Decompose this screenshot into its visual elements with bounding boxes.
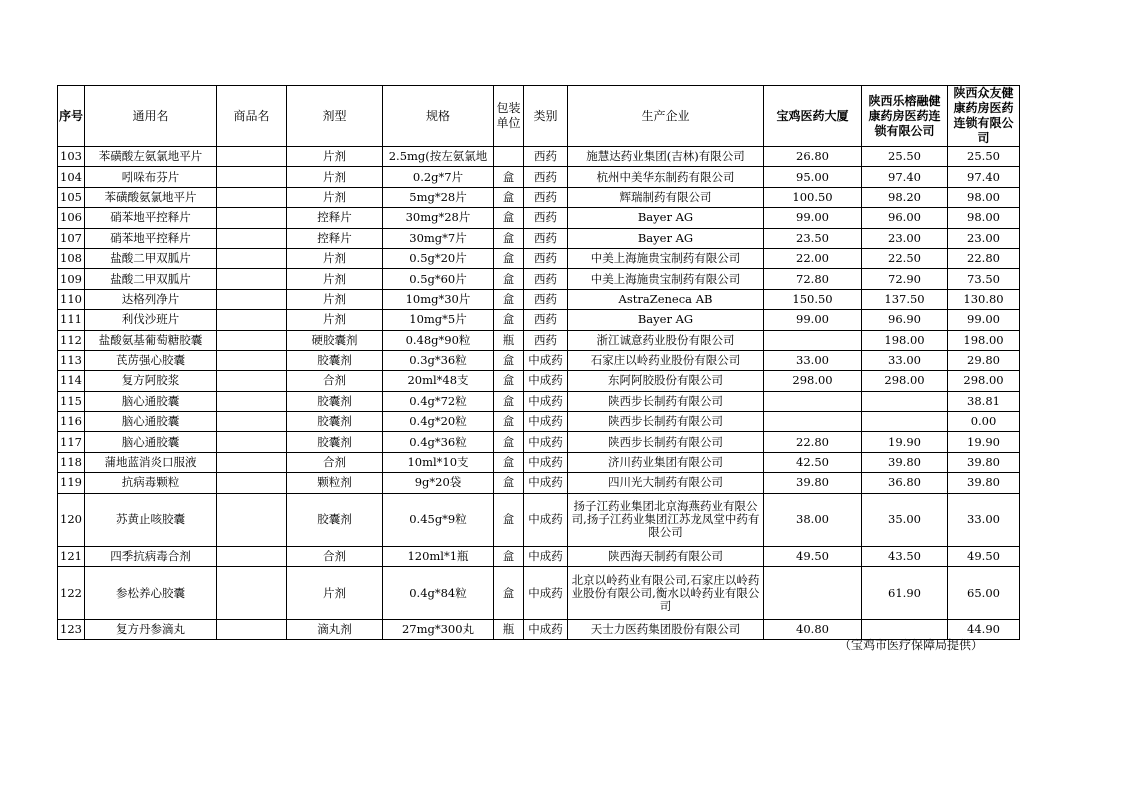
cell-dosage-form: 控释片: [287, 228, 383, 248]
cell-price-zhongyou: 19.90: [948, 432, 1020, 452]
cell-price-zhongyou: 99.00: [948, 310, 1020, 330]
cell-row-number: 121: [58, 546, 85, 566]
cell-category: 西药: [524, 187, 568, 207]
header-store-lerongrong: 陕西乐榕融健康药房医药连锁有限公司: [862, 86, 948, 147]
cell-generic-name: 蒲地蓝消炎口服液: [85, 452, 217, 472]
cell-manufacturer: 中美上海施贵宝制药有限公司: [568, 248, 764, 268]
cell-row-number: 104: [58, 167, 85, 187]
cell-price-lerongrong: 198.00: [862, 330, 948, 350]
cell-dosage-form: 片剂: [287, 187, 383, 207]
cell-price-baoji: 23.50: [764, 228, 862, 248]
cell-manufacturer: 辉瑞制药有限公司: [568, 187, 764, 207]
cell-trade-name: [217, 432, 287, 452]
cell-price-baoji: 22.00: [764, 248, 862, 268]
cell-category: 中成药: [524, 473, 568, 493]
cell-price-zhongyou: 130.80: [948, 289, 1020, 309]
cell-trade-name: [217, 187, 287, 207]
cell-price-baoji: [764, 567, 862, 620]
table-row: [58, 473, 1020, 493]
cell-package-unit: 盒: [494, 493, 524, 546]
cell-row-number: 115: [58, 391, 85, 411]
cell-category: 西药: [524, 248, 568, 268]
cell-category: 西药: [524, 208, 568, 228]
cell-price-baoji: 38.00: [764, 493, 862, 546]
cell-package-unit: 盒: [494, 412, 524, 432]
cell-dosage-form: 片剂: [287, 567, 383, 620]
cell-trade-name: [217, 330, 287, 350]
cell-dosage-form: 片剂: [287, 167, 383, 187]
cell-price-zhongyou: 73.50: [948, 269, 1020, 289]
cell-dosage-form: 胶囊剂: [287, 350, 383, 370]
cell-dosage-form: 片剂: [287, 269, 383, 289]
price-table-sheet: [57, 85, 1020, 652]
cell-package-unit: 瓶: [494, 620, 524, 640]
cell-dosage-form: 滴丸剂: [287, 620, 383, 640]
cell-spec: 0.3g*36粒: [383, 350, 494, 370]
header-spec: 规格: [383, 86, 494, 147]
cell-package-unit: 盒: [494, 269, 524, 289]
cell-trade-name: [217, 269, 287, 289]
cell-price-lerongrong: 19.90: [862, 432, 948, 452]
cell-trade-name: [217, 310, 287, 330]
cell-price-lerongrong: [862, 391, 948, 411]
cell-spec: 0.5g*60片: [383, 269, 494, 289]
cell-manufacturer: 四川光大制药有限公司: [568, 473, 764, 493]
cell-dosage-form: 片剂: [287, 310, 383, 330]
cell-manufacturer: 陕西步长制药有限公司: [568, 412, 764, 432]
cell-row-number: 110: [58, 289, 85, 309]
cell-package-unit: 盒: [494, 371, 524, 391]
cell-row-number: 106: [58, 208, 85, 228]
cell-category: 西药: [524, 269, 568, 289]
cell-category: 中成药: [524, 546, 568, 566]
cell-price-baoji: [764, 412, 862, 432]
cell-price-lerongrong: 98.20: [862, 187, 948, 207]
cell-trade-name: [217, 167, 287, 187]
cell-price-lerongrong: 43.50: [862, 546, 948, 566]
cell-price-baoji: 95.00: [764, 167, 862, 187]
cell-price-zhongyou: 65.00: [948, 567, 1020, 620]
cell-dosage-form: 片剂: [287, 147, 383, 167]
table-row: [58, 208, 1020, 228]
cell-manufacturer: 扬子江药业集团北京海燕药业有限公司,扬子江药业集团江苏龙凤堂中药有限公司: [568, 493, 764, 546]
cell-spec: 30mg*7片: [383, 228, 494, 248]
cell-price-lerongrong: 298.00: [862, 371, 948, 391]
cell-package-unit: 瓶: [494, 330, 524, 350]
cell-generic-name: 吲哚布芬片: [85, 167, 217, 187]
cell-price-zhongyou: 22.80: [948, 248, 1020, 268]
table-row: [58, 310, 1020, 330]
cell-row-number: 122: [58, 567, 85, 620]
cell-package-unit: 盒: [494, 208, 524, 228]
cell-price-lerongrong: 72.90: [862, 269, 948, 289]
cell-package-unit: 盒: [494, 350, 524, 370]
cell-spec: 30mg*28片: [383, 208, 494, 228]
cell-price-zhongyou: 44.90: [948, 620, 1020, 640]
cell-manufacturer: 北京以岭药业有限公司,石家庄以岭药业股份有限公司,衡水以岭药业有限公司: [568, 567, 764, 620]
cell-price-zhongyou: 97.40: [948, 167, 1020, 187]
cell-generic-name: 盐酸氨基葡萄糖胶囊: [85, 330, 217, 350]
cell-price-zhongyou: 98.00: [948, 208, 1020, 228]
cell-generic-name: 盐酸二甲双胍片: [85, 248, 217, 268]
cell-price-lerongrong: 23.00: [862, 228, 948, 248]
table-row: [58, 432, 1020, 452]
cell-dosage-form: 片剂: [287, 289, 383, 309]
cell-trade-name: [217, 452, 287, 472]
cell-price-zhongyou: 39.80: [948, 452, 1020, 472]
cell-manufacturer: 陕西步长制药有限公司: [568, 391, 764, 411]
cell-trade-name: [217, 412, 287, 432]
cell-row-number: 118: [58, 452, 85, 472]
header-category: 类别: [524, 86, 568, 147]
cell-category: 西药: [524, 167, 568, 187]
cell-trade-name: [217, 208, 287, 228]
cell-category: 中成药: [524, 350, 568, 370]
cell-row-number: 108: [58, 248, 85, 268]
cell-row-number: 120: [58, 493, 85, 546]
cell-price-baoji: 26.80: [764, 147, 862, 167]
cell-price-baoji: 99.00: [764, 310, 862, 330]
table-row: [58, 187, 1020, 207]
cell-manufacturer: 陕西步长制药有限公司: [568, 432, 764, 452]
cell-row-number: 117: [58, 432, 85, 452]
cell-spec: 0.4g*36粒: [383, 432, 494, 452]
cell-package-unit: 盒: [494, 310, 524, 330]
cell-manufacturer: Bayer AG: [568, 310, 764, 330]
cell-category: 中成药: [524, 620, 568, 640]
cell-price-lerongrong: 96.00: [862, 208, 948, 228]
cell-spec: 120ml*1瓶: [383, 546, 494, 566]
cell-spec: 10ml*10支: [383, 452, 494, 472]
cell-generic-name: 苯磺酸氨氯地平片: [85, 187, 217, 207]
cell-spec: 0.48g*90粒: [383, 330, 494, 350]
table-row: [58, 350, 1020, 370]
cell-trade-name: [217, 371, 287, 391]
cell-generic-name: 复方丹参滴丸: [85, 620, 217, 640]
cell-generic-name: 利伐沙班片: [85, 310, 217, 330]
cell-spec: 10mg*5片: [383, 310, 494, 330]
cell-price-baoji: 100.50: [764, 187, 862, 207]
cell-spec: 0.2g*7片: [383, 167, 494, 187]
cell-trade-name: [217, 289, 287, 309]
cell-row-number: 119: [58, 473, 85, 493]
cell-spec: 10mg*30片: [383, 289, 494, 309]
cell-generic-name: 脑心通胶囊: [85, 391, 217, 411]
cell-spec: 27mg*300丸: [383, 620, 494, 640]
cell-price-zhongyou: 39.80: [948, 473, 1020, 493]
cell-category: 中成药: [524, 567, 568, 620]
cell-price-baoji: 49.50: [764, 546, 862, 566]
cell-price-lerongrong: 61.90: [862, 567, 948, 620]
cell-manufacturer: 杭州中美华东制药有限公司: [568, 167, 764, 187]
table-row: [58, 452, 1020, 472]
cell-price-zhongyou: 33.00: [948, 493, 1020, 546]
cell-trade-name: [217, 228, 287, 248]
cell-category: 中成药: [524, 391, 568, 411]
cell-price-lerongrong: 33.00: [862, 350, 948, 370]
cell-spec: 0.5g*20片: [383, 248, 494, 268]
cell-manufacturer: AstraZeneca AB: [568, 289, 764, 309]
header-store-baoji: 宝鸡医药大厦: [764, 86, 862, 147]
cell-price-zhongyou: 38.81: [948, 391, 1020, 411]
header-generic-name: 通用名: [85, 86, 217, 147]
header-dosage-form: 剂型: [287, 86, 383, 147]
cell-trade-name: [217, 473, 287, 493]
header-store-zhongyou: 陕西众友健康药房医药连锁有限公司: [948, 86, 1020, 147]
cell-generic-name: 芪苈强心胶囊: [85, 350, 217, 370]
cell-price-lerongrong: 35.00: [862, 493, 948, 546]
cell-manufacturer: 济川药业集团有限公司: [568, 452, 764, 472]
cell-category: 中成药: [524, 412, 568, 432]
cell-manufacturer: 石家庄以岭药业股份有限公司: [568, 350, 764, 370]
cell-manufacturer: 中美上海施贵宝制药有限公司: [568, 269, 764, 289]
cell-category: 中成药: [524, 452, 568, 472]
cell-generic-name: 苏黄止咳胶囊: [85, 493, 217, 546]
cell-category: 西药: [524, 289, 568, 309]
cell-package-unit: 盒: [494, 546, 524, 566]
table-row: [58, 371, 1020, 391]
cell-package-unit: 盒: [494, 167, 524, 187]
cell-package-unit: 盒: [494, 391, 524, 411]
header-manufacturer: 生产企业: [568, 86, 764, 147]
cell-generic-name: 硝苯地平控释片: [85, 228, 217, 248]
cell-price-lerongrong: 25.50: [862, 147, 948, 167]
cell-dosage-form: 合剂: [287, 371, 383, 391]
cell-generic-name: 抗病毒颗粒: [85, 473, 217, 493]
table-row: [58, 167, 1020, 187]
cell-price-lerongrong: 97.40: [862, 167, 948, 187]
source-note: （宝鸡市医疗保障局提供）: [838, 638, 983, 652]
table-row: [58, 269, 1020, 289]
cell-dosage-form: 胶囊剂: [287, 493, 383, 546]
table-row: [58, 228, 1020, 248]
cell-spec: 0.4g*20粒: [383, 412, 494, 432]
cell-generic-name: 硝苯地平控释片: [85, 208, 217, 228]
cell-price-baoji: [764, 330, 862, 350]
cell-price-baoji: 33.00: [764, 350, 862, 370]
cell-price-lerongrong: 36.80: [862, 473, 948, 493]
cell-trade-name: [217, 350, 287, 370]
cell-row-number: 113: [58, 350, 85, 370]
cell-manufacturer: 东阿阿胶股份有限公司: [568, 371, 764, 391]
cell-price-zhongyou: 98.00: [948, 187, 1020, 207]
cell-generic-name: 达格列净片: [85, 289, 217, 309]
cell-dosage-form: 胶囊剂: [287, 432, 383, 452]
cell-dosage-form: 硬胶囊剂: [287, 330, 383, 350]
cell-package-unit: 盒: [494, 432, 524, 452]
cell-package-unit: 盒: [494, 187, 524, 207]
cell-category: 中成药: [524, 432, 568, 452]
cell-trade-name: [217, 567, 287, 620]
cell-dosage-form: 合剂: [287, 452, 383, 472]
cell-price-zhongyou: 49.50: [948, 546, 1020, 566]
cell-package-unit: 盒: [494, 248, 524, 268]
cell-package-unit: 盒: [494, 289, 524, 309]
cell-trade-name: [217, 391, 287, 411]
cell-price-baoji: 39.80: [764, 473, 862, 493]
cell-category: 中成药: [524, 371, 568, 391]
cell-row-number: 107: [58, 228, 85, 248]
cell-spec: 2.5mg(按左氨氯地: [383, 147, 494, 167]
cell-dosage-form: 胶囊剂: [287, 412, 383, 432]
cell-price-baoji: 72.80: [764, 269, 862, 289]
table-row: [58, 493, 1020, 546]
cell-category: 西药: [524, 310, 568, 330]
cell-price-baoji: 42.50: [764, 452, 862, 472]
header-trade-name: 商品名: [217, 86, 287, 147]
cell-package-unit: [494, 147, 524, 167]
cell-price-baoji: 150.50: [764, 289, 862, 309]
cell-row-number: 112: [58, 330, 85, 350]
cell-manufacturer: 天士力医药集团股份有限公司: [568, 620, 764, 640]
cell-generic-name: 脑心通胶囊: [85, 412, 217, 432]
cell-dosage-form: 控释片: [287, 208, 383, 228]
cell-category: 中成药: [524, 493, 568, 546]
cell-generic-name: 脑心通胶囊: [85, 432, 217, 452]
cell-package-unit: 盒: [494, 473, 524, 493]
table-row: [58, 289, 1020, 309]
header-unit: 包装单位: [494, 86, 524, 147]
cell-price-lerongrong: 22.50: [862, 248, 948, 268]
cell-price-baoji: 298.00: [764, 371, 862, 391]
cell-trade-name: [217, 546, 287, 566]
cell-manufacturer: 施慧达药业集团(吉林)有限公司: [568, 147, 764, 167]
cell-spec: 9g*20袋: [383, 473, 494, 493]
cell-price-zhongyou: 0.00: [948, 412, 1020, 432]
cell-row-number: 105: [58, 187, 85, 207]
cell-price-zhongyou: 23.00: [948, 228, 1020, 248]
table-body: [58, 147, 1020, 640]
cell-generic-name: 苯磺酸左氨氯地平片: [85, 147, 217, 167]
table-row: [58, 412, 1020, 432]
cell-price-lerongrong: 39.80: [862, 452, 948, 472]
cell-spec: 0.4g*84粒: [383, 567, 494, 620]
cell-row-number: 116: [58, 412, 85, 432]
cell-spec: 0.45g*9粒: [383, 493, 494, 546]
cell-price-zhongyou: 29.80: [948, 350, 1020, 370]
header-row: [58, 86, 1020, 147]
table-row: [58, 391, 1020, 411]
cell-row-number: 114: [58, 371, 85, 391]
price-table: [57, 85, 1020, 640]
cell-category: 西药: [524, 330, 568, 350]
cell-package-unit: 盒: [494, 228, 524, 248]
cell-row-number: 109: [58, 269, 85, 289]
cell-price-baoji: 22.80: [764, 432, 862, 452]
header-no: 序号: [58, 86, 85, 147]
cell-package-unit: 盒: [494, 452, 524, 472]
table-row: [58, 147, 1020, 167]
cell-row-number: 123: [58, 620, 85, 640]
cell-generic-name: 参松养心胶囊: [85, 567, 217, 620]
cell-row-number: 111: [58, 310, 85, 330]
cell-price-lerongrong: 96.90: [862, 310, 948, 330]
cell-manufacturer: 浙江诚意药业股份有限公司: [568, 330, 764, 350]
cell-dosage-form: 颗粒剂: [287, 473, 383, 493]
table-row: [58, 330, 1020, 350]
cell-price-zhongyou: 298.00: [948, 371, 1020, 391]
cell-price-lerongrong: [862, 412, 948, 432]
table-row: [58, 248, 1020, 268]
cell-row-number: 103: [58, 147, 85, 167]
cell-price-zhongyou: 198.00: [948, 330, 1020, 350]
cell-generic-name: 四季抗病毒合剂: [85, 546, 217, 566]
cell-price-zhongyou: 25.50: [948, 147, 1020, 167]
table-row: [58, 546, 1020, 566]
cell-price-baoji: [764, 391, 862, 411]
cell-price-baoji: 40.80: [764, 620, 862, 640]
cell-dosage-form: 胶囊剂: [287, 391, 383, 411]
cell-generic-name: 盐酸二甲双胍片: [85, 269, 217, 289]
cell-package-unit: 盒: [494, 567, 524, 620]
cell-category: 西药: [524, 228, 568, 248]
cell-trade-name: [217, 248, 287, 268]
cell-dosage-form: 片剂: [287, 248, 383, 268]
cell-generic-name: 复方阿胶浆: [85, 371, 217, 391]
cell-trade-name: [217, 493, 287, 546]
cell-price-baoji: 99.00: [764, 208, 862, 228]
cell-dosage-form: 合剂: [287, 546, 383, 566]
cell-manufacturer: Bayer AG: [568, 208, 764, 228]
cell-manufacturer: 陕西海天制药有限公司: [568, 546, 764, 566]
cell-category: 西药: [524, 147, 568, 167]
cell-price-lerongrong: 137.50: [862, 289, 948, 309]
table-row: [58, 567, 1020, 620]
cell-trade-name: [217, 147, 287, 167]
cell-manufacturer: Bayer AG: [568, 228, 764, 248]
cell-spec: 0.4g*72粒: [383, 391, 494, 411]
cell-spec: 5mg*28片: [383, 187, 494, 207]
cell-spec: 20ml*48支: [383, 371, 494, 391]
